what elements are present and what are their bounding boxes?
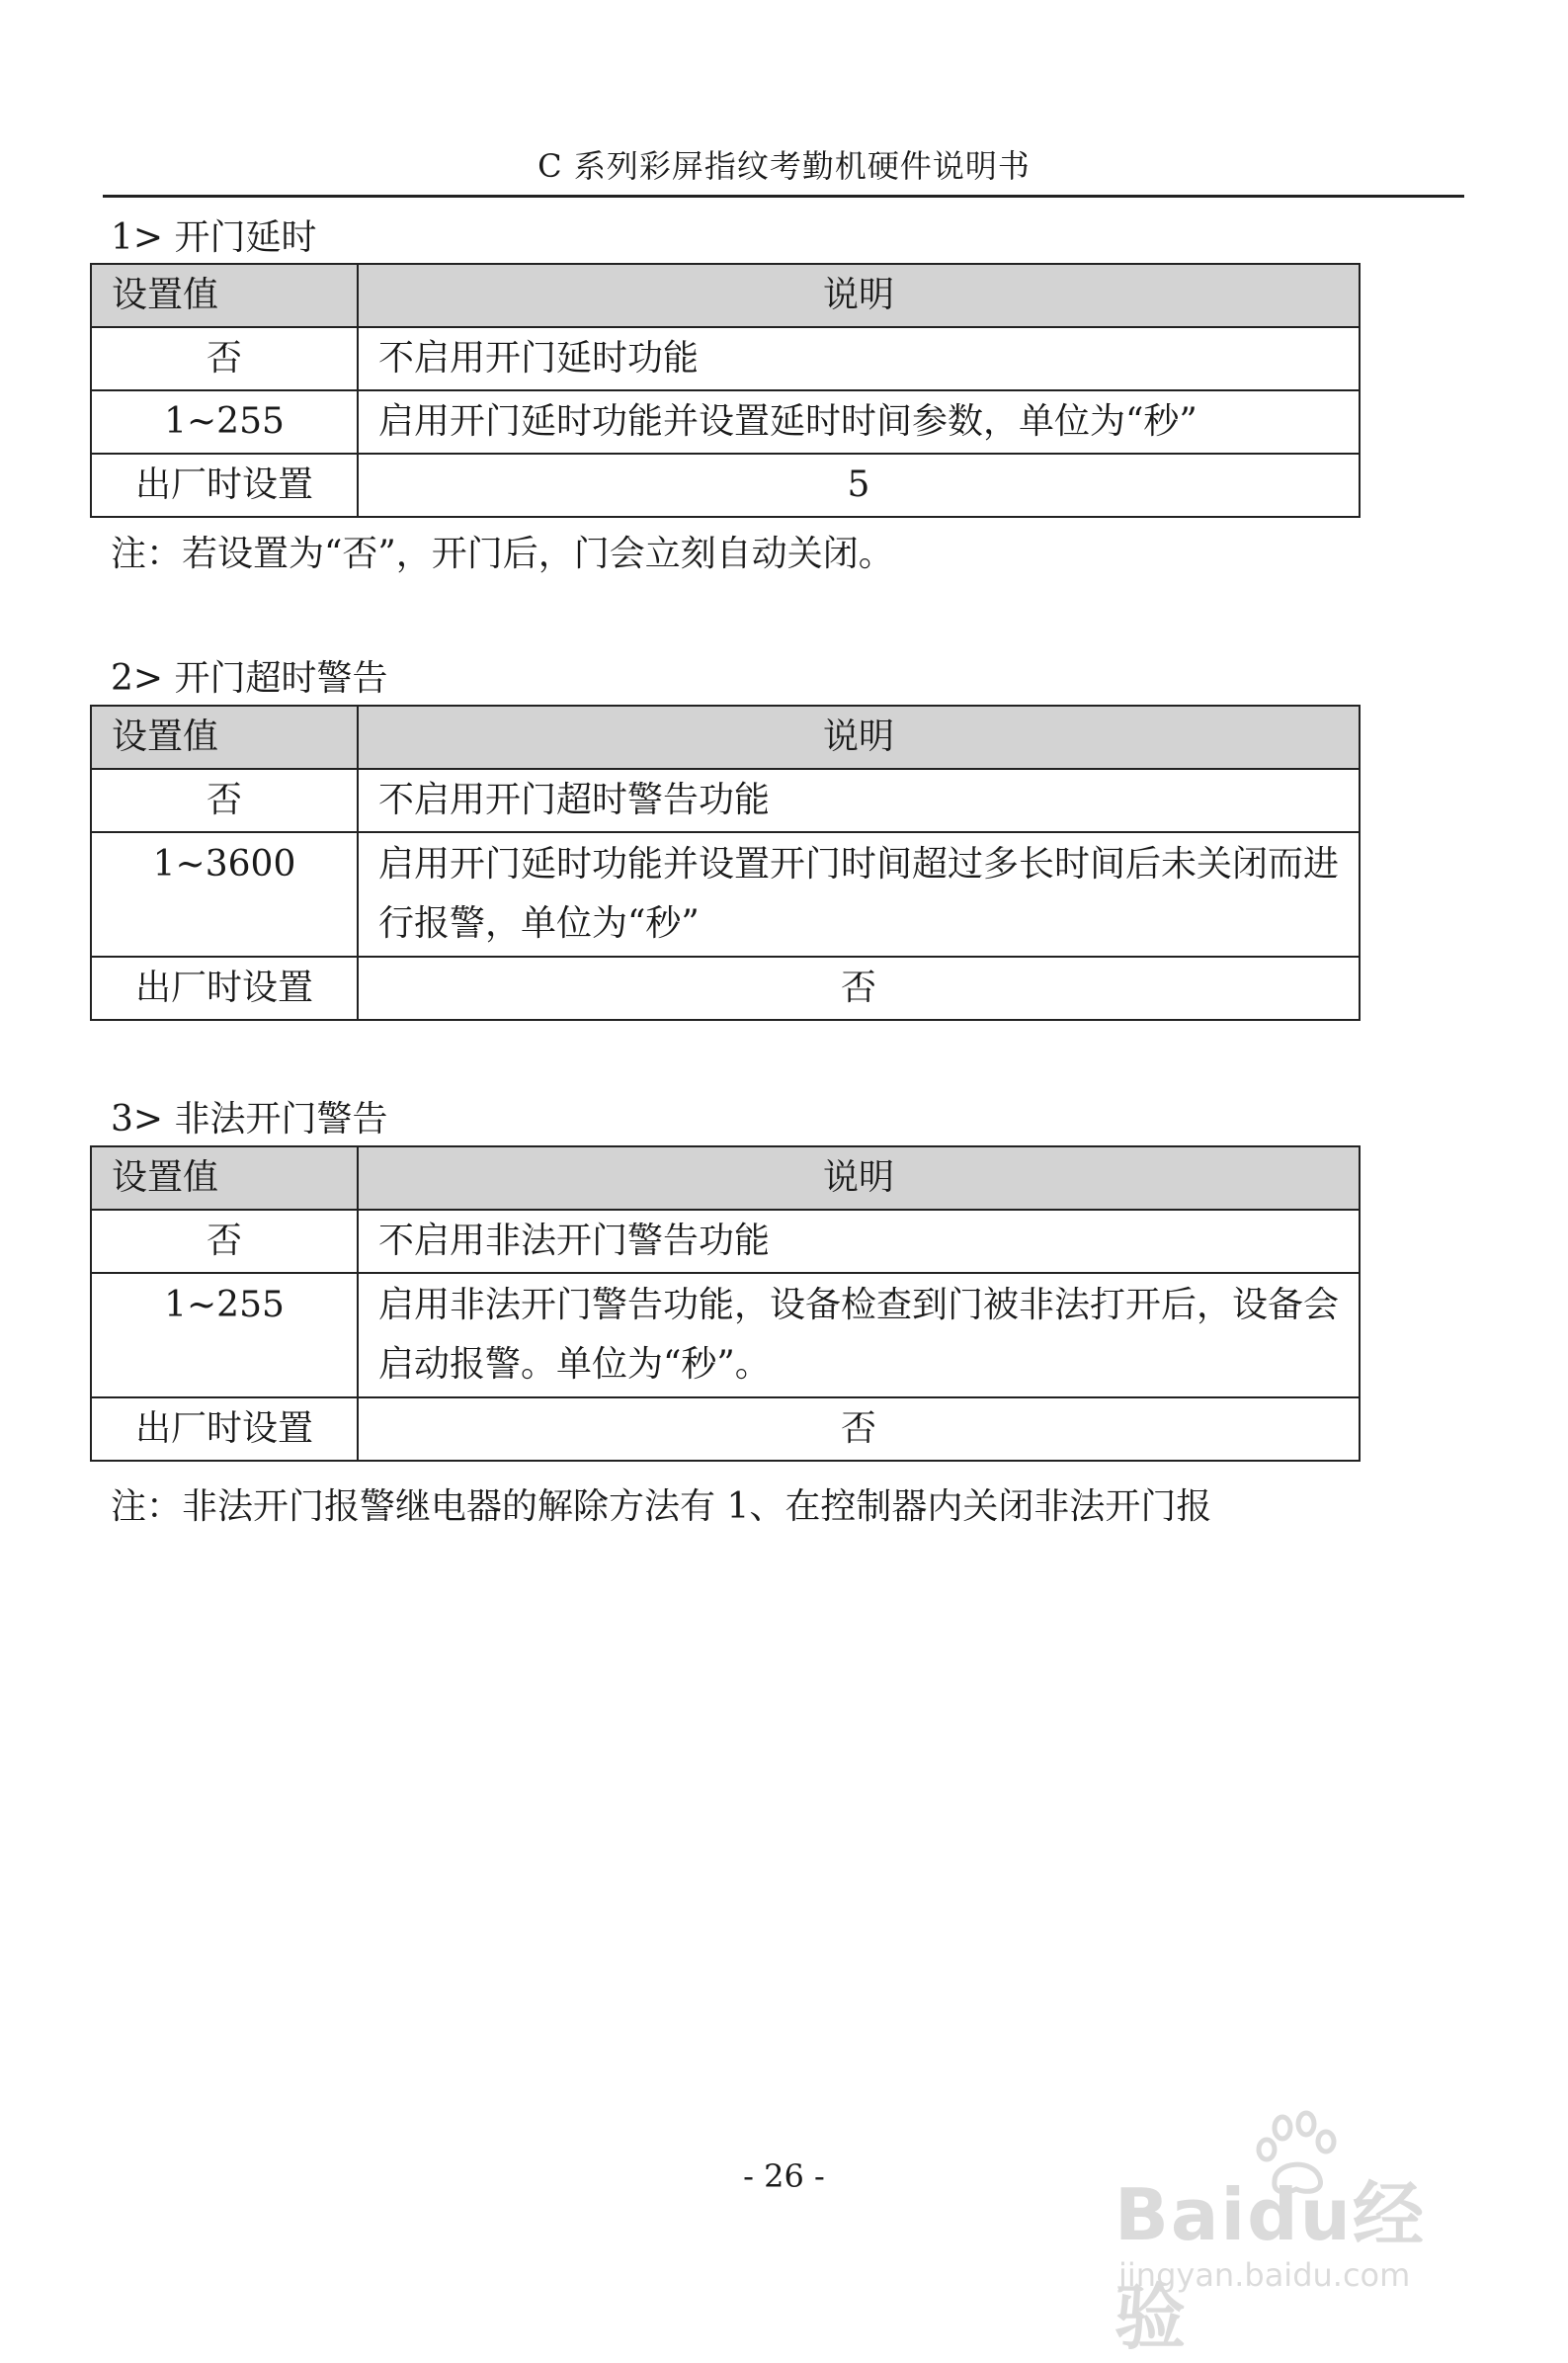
- table-row: [91, 327, 1360, 390]
- page-number: - 26 -: [743, 2157, 825, 2195]
- table-row: [91, 769, 1360, 832]
- cell-description: 5: [358, 454, 1360, 517]
- cell-setting-value: 出厂时设置: [91, 957, 358, 1020]
- cell-setting-value: 否: [91, 1210, 358, 1273]
- section-title-illegal-open-alarm: 3> 非法开门警告: [111, 1099, 388, 1139]
- table-row: [91, 957, 1360, 1020]
- header-divider: [103, 195, 1464, 198]
- table-header-row: [91, 1146, 1360, 1210]
- cell-setting-value: 否: [91, 327, 358, 390]
- column-header-description: 说明: [358, 264, 1360, 327]
- column-header-setting-value: 设置值: [91, 706, 358, 769]
- table-row: [91, 1397, 1360, 1461]
- baidu-jingyan-watermark: [1107, 2110, 1482, 2359]
- document-header-title: C 系列彩屏指纹考勤机硬件说明书: [537, 147, 1031, 185]
- cell-setting-value: 1~3600: [91, 832, 358, 957]
- door-delay-table: [90, 263, 1361, 518]
- note-illegal-open-alarm: 注：非法开门报警继电器的解除方法有 1、在控制器内关闭非法开门报: [111, 1486, 1212, 1527]
- column-header-setting-value: 设置值: [91, 1146, 358, 1210]
- door-timeout-alarm-table: [90, 705, 1361, 1021]
- cell-setting-value: 出厂时设置: [91, 454, 358, 517]
- table-row: [91, 1210, 1360, 1273]
- cell-setting-value: 1~255: [91, 390, 358, 454]
- table-row: [91, 390, 1360, 454]
- watermark-url: jingyan.baidu.com: [1118, 2256, 1411, 2294]
- section-title-door-delay: 1> 开门延时: [111, 217, 317, 258]
- cell-setting-value: 1~255: [91, 1273, 358, 1397]
- column-header-description: 说明: [358, 1146, 1360, 1210]
- illegal-open-alarm-table: [90, 1145, 1361, 1462]
- column-header-setting-value: 设置值: [91, 264, 358, 327]
- watermark-brand: Baidu经验: [1114, 2173, 1426, 2359]
- table-row: [91, 832, 1360, 957]
- table-header-row: [91, 264, 1360, 327]
- cell-setting-value: 否: [91, 769, 358, 832]
- cell-description: 启用开门延时功能并设置开门时间超过多长时间后未关闭而进行报警，单位为“秒”: [358, 832, 1360, 957]
- cell-setting-value: 出厂时设置: [91, 1397, 358, 1461]
- cell-description: 启用非法开门警告功能，设备检查到门被非法打开后，设备会启动报警。单位为“秒”。: [358, 1273, 1360, 1397]
- note-door-delay: 注：若设置为“否”，开门后，门会立刻自动关闭。: [111, 534, 894, 574]
- cell-description: 不启用非法开门警告功能: [358, 1210, 1360, 1273]
- cell-description: 否: [358, 1397, 1360, 1461]
- table-row: [91, 1273, 1360, 1397]
- table-row: [91, 454, 1360, 517]
- column-header-description: 说明: [358, 706, 1360, 769]
- cell-description: 启用开门延时功能并设置延时时间参数，单位为“秒”: [358, 390, 1360, 454]
- section-title-door-timeout-alarm: 2> 开门超时警告: [111, 658, 388, 699]
- cell-description: 不启用开门延时功能: [358, 327, 1360, 390]
- cell-description: 否: [358, 957, 1360, 1020]
- table-header-row: [91, 706, 1360, 769]
- cell-description: 不启用开门超时警告功能: [358, 769, 1360, 832]
